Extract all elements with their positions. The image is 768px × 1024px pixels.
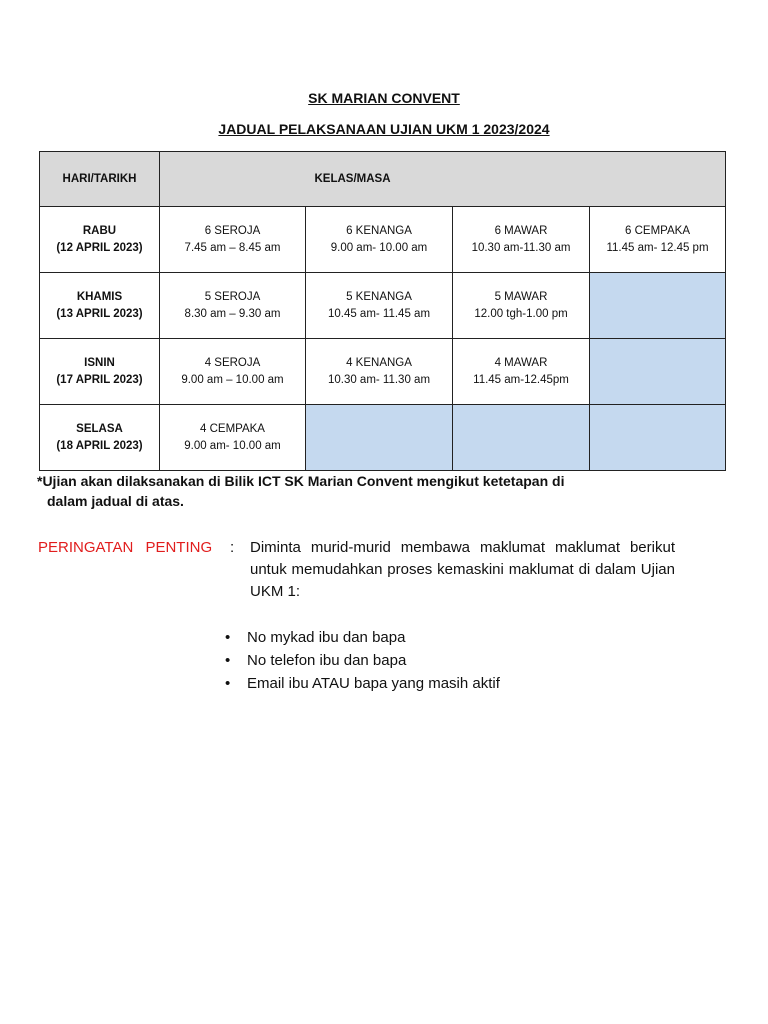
empty-slot-cell: [453, 405, 590, 471]
table-row: [40, 273, 726, 339]
exam-location-note: [37, 471, 677, 511]
table-row: [40, 339, 726, 405]
notice-text: Diminta murid-murid membawa maklumat maklumat berikut untuk memudahkan proses kemaskini maklumat di dalam Ujian UKM 1:: [250, 539, 675, 600]
table-header-row: [40, 152, 726, 207]
list-item: • Email ibu ATAU bapa yang masih aktif: [225, 672, 500, 695]
slot-cell: 5 KENANGA 10.45 am- 11.45 am: [306, 273, 453, 339]
day-cell: KHAMIS (13 APRIL 2023): [40, 273, 160, 339]
table-row: [40, 207, 726, 273]
notice-colon: :: [230, 539, 235, 556]
empty-slot-cell: [590, 339, 726, 405]
header-day: HARI/TARIKH: [40, 152, 160, 207]
schedule-title: JADUAL PELAKSANAAN UJIAN UKM 1 2023/2024: [218, 121, 550, 137]
day-cell: SELASA (18 APRIL 2023): [40, 405, 160, 471]
bullet-icon: •: [225, 652, 231, 669]
list-item: • No mykad ibu dan bapa: [225, 626, 500, 649]
list-item: • No telefon ibu dan bapa: [225, 649, 500, 672]
slot-cell: 6 KENANGA 9.00 am- 10.00 am: [306, 207, 453, 273]
empty-slot-cell: [306, 405, 453, 471]
required-info-list: [225, 626, 500, 695]
header-class-time: KELAS/MASA: [160, 152, 726, 207]
day-cell: ISNIN (17 APRIL 2023): [40, 339, 160, 405]
slot-cell: 4 SEROJA 9.00 am – 10.00 am: [160, 339, 306, 405]
important-notice-label: PERINGATAN PENTING: [38, 539, 213, 556]
note-line-1: *Ujian akan dilaksanakan di Bilik ICT SK Marian Convent mengikut ketetapan di: [37, 473, 565, 489]
schedule-table: [39, 151, 726, 471]
bullet-icon: •: [225, 675, 231, 692]
slot-cell: 6 MAWAR 10.30 am-11.30 am: [453, 207, 590, 273]
bullet-icon: •: [225, 629, 231, 646]
slot-cell: 5 MAWAR 12.00 tgh-1.00 pm: [453, 273, 590, 339]
slot-cell: 4 CEMPAKA 9.00 am- 10.00 am: [160, 405, 306, 471]
table-row: [40, 405, 726, 471]
note-line-2: dalam jadual di atas.: [47, 493, 184, 509]
slot-cell: 4 MAWAR 11.45 am-12.45pm: [453, 339, 590, 405]
day-cell: RABU (12 APRIL 2023): [40, 207, 160, 273]
slot-cell: 5 SEROJA 8.30 am – 9.30 am: [160, 273, 306, 339]
school-title: SK MARIAN CONVENT: [308, 90, 460, 106]
empty-slot-cell: [590, 405, 726, 471]
empty-slot-cell: [590, 273, 726, 339]
slot-cell: 6 SEROJA 7.45 am – 8.45 am: [160, 207, 306, 273]
slot-cell: 6 CEMPAKA 11.45 am- 12.45 pm: [590, 207, 726, 273]
slot-cell: 4 KENANGA 10.30 am- 11.30 am: [306, 339, 453, 405]
